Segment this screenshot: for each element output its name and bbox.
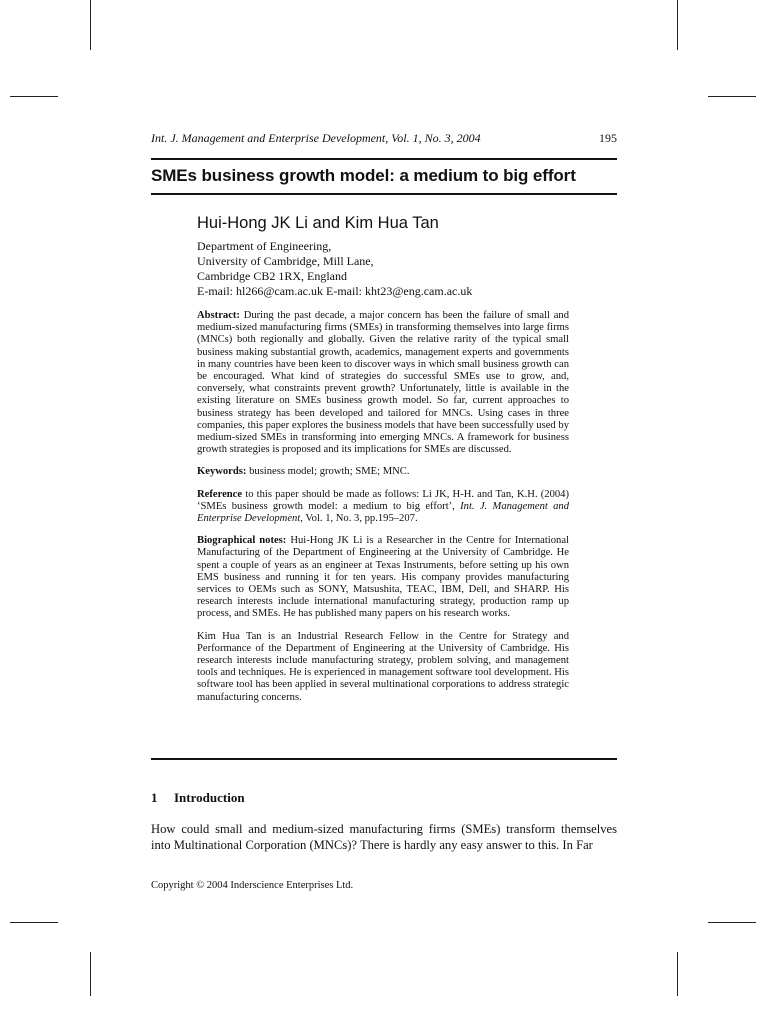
affiliation: [197, 239, 569, 299]
bio-text-li: Hui-Hong JK Li is a Researcher in the Centre for International Manufacturing of the Department of Engineering at the University of Cambridge. He spent a couple of years as an engineer at Texas Instruments, before setting up his own EMS business and running it for ten years. His company provides manufacturing services to OEMs such as SONY, Matsushita, TEAC, IBM, Dell, and SHARP. His research interests include international manufacturing strategy, production ramp up process, and SMEs. He has published many papers on his research works.: [197, 535, 569, 620]
running-head: [151, 131, 617, 146]
reference-text: to this paper should be made as follows: Li JK, H-H. and Tan, K.H. (2004) ‘SMEs business growth model: a medium to big effort’,: [197, 488, 569, 512]
reference-tail: , Vol. 1, No. 3, pp.195–207.: [300, 513, 418, 525]
affiliation-line: Cambridge CB2 1RX, England: [197, 269, 347, 283]
title-rule: [151, 193, 617, 195]
abstract-rule: [151, 758, 617, 760]
crop-mark: [90, 952, 91, 996]
abstract-label: Abstract:: [197, 310, 240, 321]
abstract-text: During the past decade, a major concern has been the failure of small and medium-sized manufacturing firms (SMEs) in transforming themselves into large firms (MNCs) both regionally and globally. Given the relative rarity of the typical small business making substantial growth, academics, management experts and governments in many countries have been keen to discover ways in which small business growth can be encouraged. What kind of strategies do successful SMEs use to grow, and, conversely, what constraints prevent growth? Unfortunately, little is available in the existing literature on SMEs business growth model. So far, current approaches to business strategy has been developed and tailored for MNCs. Using cases in three companies, this paper explores the business models that have been successfully used by medium-sized SMEs in transforming into emerging MNCs. A framework for business growth strategies is proposed and its implications for SMEs are discussed.: [197, 310, 569, 456]
abstract-block: [197, 310, 569, 714]
abstract: [197, 310, 569, 456]
reference-label: Reference: [197, 488, 243, 500]
top-rule: [151, 158, 617, 160]
bio-label: Biographical notes:: [197, 535, 287, 547]
crop-mark: [677, 952, 678, 996]
keywords-text: business model; growth; SME; MNC.: [249, 466, 410, 478]
reference-journal: Int. J. Management and Enterprise Development: [197, 500, 569, 525]
keywords-label: Keywords:: [197, 466, 247, 478]
copyright-notice: Copyright © 2004 Inderscience Enterprises Ltd.: [151, 880, 354, 891]
email-row: [197, 284, 569, 299]
bio-text-tan: Kim Hua Tan is an Industrial Research Fellow in the Centre for Strategy and Performance of the Department of Engineering at the University of Cambridge. His research interests include manufacturing strategy, problem solving, and management tools and techniques. He is experienced in management software tool development. His software tool has been applied in several multinational corporations to address strategic manufacturing concerns.: [197, 630, 569, 703]
intro-line: into Multinational Corporation (MNCs)? There is hardly any easy answer to this. In Far: [151, 838, 593, 852]
journal-citation: Int. J. Management and Enterprise Development, Vol. 1, No. 3, 2004: [151, 131, 481, 145]
section-number: 1: [151, 790, 158, 805]
section-title: Introduction: [174, 790, 245, 805]
crop-mark: [10, 96, 58, 97]
crop-mark: [708, 96, 756, 97]
reference: [197, 489, 569, 526]
intro-line: How could small and medium-sized manufacturing firms (SMEs) transform themselves: [151, 822, 617, 836]
section-heading: [151, 790, 245, 806]
keywords: [197, 466, 569, 478]
paper-title: SMEs business growth model: a medium to big effort: [151, 166, 576, 185]
crop-mark: [10, 922, 58, 923]
intro-paragraph: [151, 821, 617, 853]
email-li: E-mail: hl266@cam.ac.uk: [197, 284, 324, 298]
biographical-notes-tan: [197, 631, 569, 704]
affiliation-line: Department of Engineering,: [197, 239, 332, 253]
crop-mark: [677, 0, 678, 50]
biographical-notes: [197, 535, 569, 620]
authors: Hui-Hong JK Li and Kim Hua Tan: [197, 214, 439, 232]
page-number: 195: [599, 131, 617, 145]
crop-mark: [708, 922, 756, 923]
affiliation-line: University of Cambridge, Mill Lane,: [197, 254, 374, 268]
email-tan: E-mail: kht23@eng.cam.ac.uk: [326, 284, 473, 298]
crop-mark: [90, 0, 91, 50]
